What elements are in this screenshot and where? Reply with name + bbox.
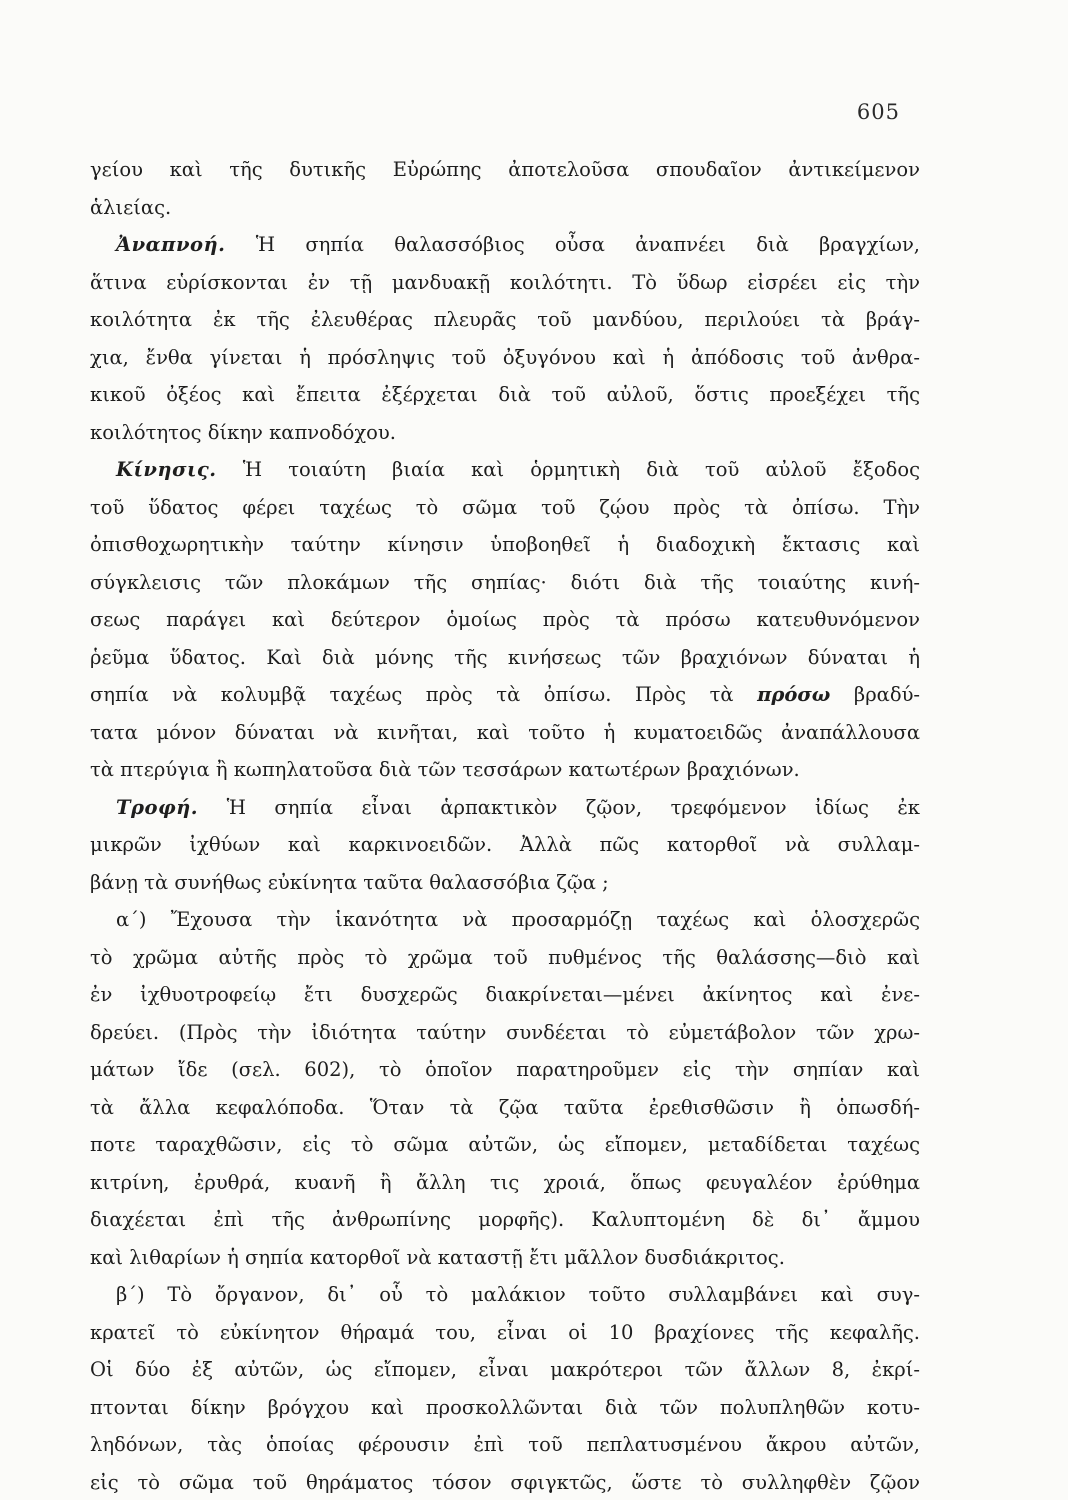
page-number: 605 xyxy=(856,100,900,124)
text-line: ληδόνων, τὰς ὁποίας φέρουσιν ἐπὶ τοῦ πεπλατυσμένου ἄκρου αὐτῶν, xyxy=(90,1433,920,1456)
text-line: ὀπισθοχωρητικὴν ταύτην κίνησιν ὑποβοηθεῖ ἡ διαδοχικὴ ἔκτασις καὶ xyxy=(90,533,920,556)
text-line: μάτων ἴδε (σελ. 602), τὸ ὁποῖον παρατηροῦμεν εἰς τὴν σηπίαν καὶ xyxy=(90,1058,920,1081)
paragraph-respiration-first-line xyxy=(90,226,920,264)
text-line: τὸ χρῶμα αὐτῆς πρὸς τὸ χρῶμα τοῦ πυθμένος τῆς θαλάσσης—διὸ καὶ xyxy=(90,945,920,969)
text-line: μικρῶν ἰχθύων καὶ καρκινοειδῶν. Ἀλλὰ πῶς κατορθοῖ νὰ συλλαμ- xyxy=(90,833,920,856)
text-line: τὰ πτερύγια ἢ κωπηλατοῦσα διὰ τῶν τεσσάρων κατωτέρων βραχιόνων. xyxy=(90,758,800,781)
body-text xyxy=(90,151,920,1500)
text-line: τατα μόνον δύναται νὰ κινῆται, καὶ τοῦτο ἡ κυματοειδῶς ἀναπάλλουσα xyxy=(90,720,920,744)
emphasized-word: πρόσω xyxy=(757,683,831,706)
text-run: Ἡ τοιαύτη βιαία καὶ ὁρμητικὴ διὰ τοῦ αὐλοῦ ἔξοδος xyxy=(242,458,920,481)
text-line: πτονται δίκην βρόγχου καὶ προσκολλῶνται διὰ τῶν πολυπληθῶν κοτυ- xyxy=(90,1395,920,1419)
paragraph-movement-first-line xyxy=(90,451,920,489)
section-heading-food: Τροφή. xyxy=(116,795,199,819)
text-line: ῥεῦμα ὕδατος. Καὶ διὰ μόνης τῆς κινήσεως τῶν βραχιόνων δύναται ἡ xyxy=(90,645,920,669)
text-line: κιτρίνη, ἐρυθρά, κυανῆ ἢ ἄλλη τις χροιά, ὅπως φευγαλέον ἐρύθημα xyxy=(90,1170,920,1194)
text-line: καὶ λιθαρίων ἡ σηπία κατορθοῖ νὰ καταστῇ ἔτι μᾶλλον δυσδιάκριτος. xyxy=(90,1245,785,1269)
text-line: τοῦ ὕδατος φέρει ταχέως τὸ σῶμα τοῦ ζῴου πρὸς τὰ ὀπίσω. Τὴν xyxy=(90,495,920,519)
text-line: κοιλότητα ἐκ τῆς ἐλευθέρας πλευρᾶς τοῦ μανδύου, περιλούει τὰ βράγ- xyxy=(90,308,920,331)
text-line: ἁλιείας. xyxy=(90,195,172,219)
text-line: χια, ἔνθα γίνεται ἡ πρόσληψις τοῦ ὀξυγόνου καὶ ἡ ἀπόδοσις τοῦ ἀνθρα- xyxy=(90,345,920,369)
text-line: διαχέεται ἐπὶ τῆς ἀνθρωπίνης μορφῆς). Καλυπτομένη δὲ δι᾽ ἄμμου xyxy=(90,1208,920,1231)
text-line: ἅτινα εὑρίσκονται ἐν τῇ μανδυακῇ κοιλότητι. Τὸ ὕδωρ εἰσρέει εἰς τὴν xyxy=(90,270,920,294)
section-heading-movement: Κίνησις. xyxy=(116,458,217,481)
text-line: σύγκλεισις τῶν πλοκάμων τῆς σηπίας· διότι διὰ τῆς τοιαύτης κινή- xyxy=(90,570,920,594)
text-line-with-emphasis xyxy=(90,676,920,714)
text-line: βάνῃ τὰ συνήθως εὐκίνητα ταῦτα θαλασσόβια ζῷα ; xyxy=(90,870,609,894)
text-line: ἐν ἰχθυοτροφείῳ ἔτι δυσχερῶς διακρίνεται—μένει ἀκίνητος καὶ ἐνε- xyxy=(90,983,920,1006)
text-run: σηπία νὰ κολυμβᾷ ταχέως πρὸς τὰ ὀπίσω. Πρὸς τὰ xyxy=(90,683,734,706)
text-line: κρατεῖ τὸ εὐκίνητον θήραμά του, εἶναι οἱ 10 βραχίονες τῆς κεφαλῆς. xyxy=(90,1320,920,1344)
text-run: βραδύ- xyxy=(853,683,920,706)
text-line: Οἱ δύο ἐξ αὐτῶν, ὡς εἴπομεν, εἶναι μακρότεροι τῶν ἄλλων 8, ἐκρί- xyxy=(90,1358,920,1381)
section-heading-respiration: Ἀναπνοή. xyxy=(116,233,226,256)
text-line: α΄) Ἔχουσα τὴν ἱκανότητα νὰ προσαρμόζῃ ταχέως καὶ ὁλοσχερῶς xyxy=(116,908,920,931)
text-line: κοιλότητος δίκην καπνοδόχου. xyxy=(90,420,396,444)
text-line: γείου καὶ τῆς δυτικῆς Εὐρώπης ἀποτελοῦσα σπουδαῖον ἀντικείμενον xyxy=(90,158,920,181)
text-line: κικοῦ ὀξέος καὶ ἔπειτα ἐξέρχεται διὰ τοῦ αὐλοῦ, ὅστις προεξέχει τῆς xyxy=(90,383,920,406)
text-run: Ἡ σηπία θαλασσόβιος οὖσα ἀναπνέει διὰ βραγχίων, xyxy=(255,233,920,256)
paragraph-food-first-line xyxy=(90,789,920,827)
text-line: τὰ ἄλλα κεφαλόποδα. Ὅταν τὰ ζῷα ταῦτα ἐρεθισθῶσιν ἢ ὁπωσδή- xyxy=(90,1095,920,1119)
text-line: δρεύει. (Πρὸς τὴν ἰδιότητα ταύτην συνδέεται τὸ εὐμετάβολον τῶν χρω- xyxy=(90,1020,920,1044)
text-run: Ἡ σηπία εἶναι ἁρπακτικὸν ζῷον, τρεφόμενον ἰδίως ἐκ xyxy=(226,795,920,819)
text-line: σεως παράγει καὶ δεύτερον ὁμοίως πρὸς τὰ πρόσω κατευθυνόμενον xyxy=(90,608,920,631)
text-line: β΄) Τὸ ὄργανον, δι᾽ οὗ τὸ μαλάκιον τοῦτο συλλαμβάνει καὶ συγ- xyxy=(116,1283,920,1306)
text-line: εἰς τὸ σῶμα τοῦ θηράματος τόσον σφιγκτῶς, ὥστε τὸ συλληφθὲν ζῷον xyxy=(90,1470,920,1494)
text-line: ποτε ταραχθῶσιν, εἰς τὸ σῶμα αὐτῶν, ὡς εἴπομεν, μεταδίδεται ταχέως xyxy=(90,1133,920,1156)
